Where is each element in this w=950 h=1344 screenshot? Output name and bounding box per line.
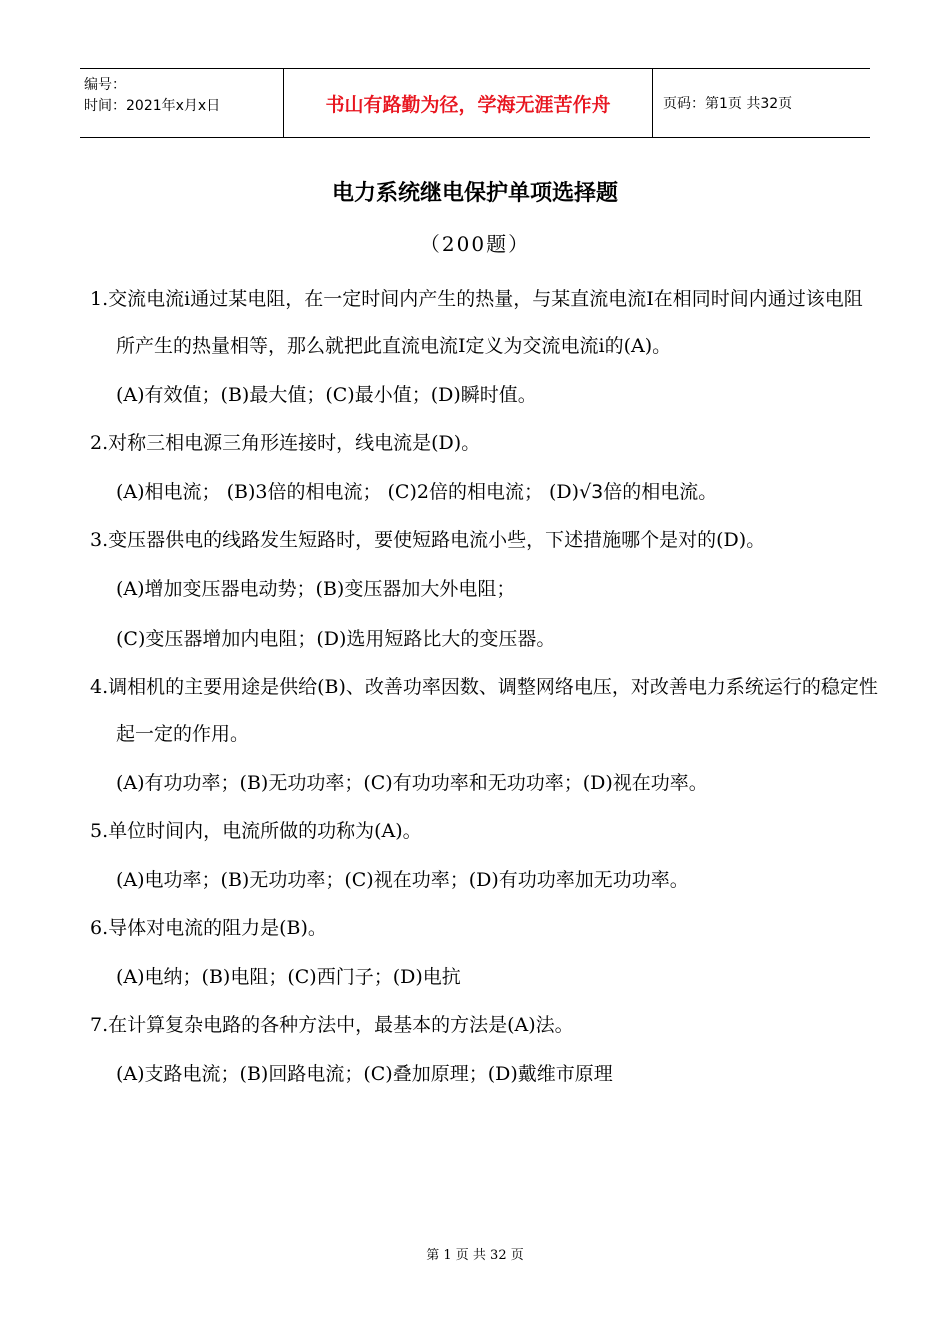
- question-options: [90, 467, 880, 517]
- question-list: [90, 276, 880, 1099]
- question-text: 2.对称三相电源三角形连接时，线电流是(D)。: [90, 432, 481, 454]
- option-text: 倍的相电流。: [603, 481, 718, 503]
- question-text: 4.调相机的主要用途是供给(B)、改善功率因数、调整网络电压，对改善电力系统运行的稳定性起一定的作用。: [90, 676, 878, 745]
- question-options: (A)支路电流；(B)回路电流；(C)叠加原理；(D)戴维市原理: [116, 1063, 613, 1085]
- sqrt-three: √3: [579, 481, 604, 503]
- question-options: (A)电纳；(B)电阻；(C)西门子；(D)电抗: [116, 966, 461, 988]
- option-text: (A)相电流； (B)3倍的相电流； (C)2倍的相电流； (D): [116, 481, 580, 503]
- time-label: 时间：2021年x月x日: [84, 98, 221, 114]
- question-item: [90, 420, 880, 517]
- question-item: [90, 808, 880, 905]
- question-text: 7.在计算复杂电路的各种方法中，最基本的方法是(A)法。: [90, 1014, 574, 1036]
- question-options: (A)电功率；(B)无功功率；(C)视在功率；(D)有功功率加无功功率。: [116, 869, 689, 891]
- question-options: (A)有效值；(B)最大值；(C)最小值；(D)瞬时值。: [116, 384, 537, 406]
- question-text: 3.变压器供电的线路发生短路时，要使短路电流小些，下述措施哪个是对的(D)。: [90, 529, 766, 551]
- question-options: (C)变压器增加内电阻；(D)选用短路比大的变压器。: [116, 628, 556, 650]
- question-item: [90, 517, 880, 664]
- question-item: [90, 276, 880, 420]
- question-text: 5.单位时间内，电流所做的功称为(A)。: [90, 820, 422, 842]
- header-meta: [80, 69, 283, 137]
- question-text: 1.交流电流i通过某电阻，在一定时间内产生的热量，与某直流电流I在相同时间内通过该电阻所产生的热量相等，那么就把此直流电流I定义为交流电流i的(A)。: [90, 288, 863, 357]
- document-title: 电力系统继电保护单项选择题: [331, 181, 618, 206]
- question-options: (A)有功功率；(B)无功功率；(C)有功功率和无功功率；(D)视在功率。: [116, 772, 708, 794]
- document-subtitle: （200题）: [419, 232, 531, 256]
- header-slogan: 书山有路勤为径，学海无涯苦作舟: [283, 69, 653, 137]
- number-label: 编号：: [84, 77, 126, 93]
- question-item: [90, 1002, 880, 1099]
- header-page-info: 页码：第1页 共32页: [663, 96, 793, 112]
- question-options: (A)增加变压器电动势；(B)变压器加大外电阻；: [116, 578, 516, 600]
- page-footer: 第 1 页 共 32 页: [426, 1248, 524, 1263]
- question-item: [90, 664, 880, 808]
- header-table: [80, 68, 870, 138]
- question-item: [90, 905, 880, 1002]
- question-text: 6.导体对电流的阻力是(B)。: [90, 917, 327, 939]
